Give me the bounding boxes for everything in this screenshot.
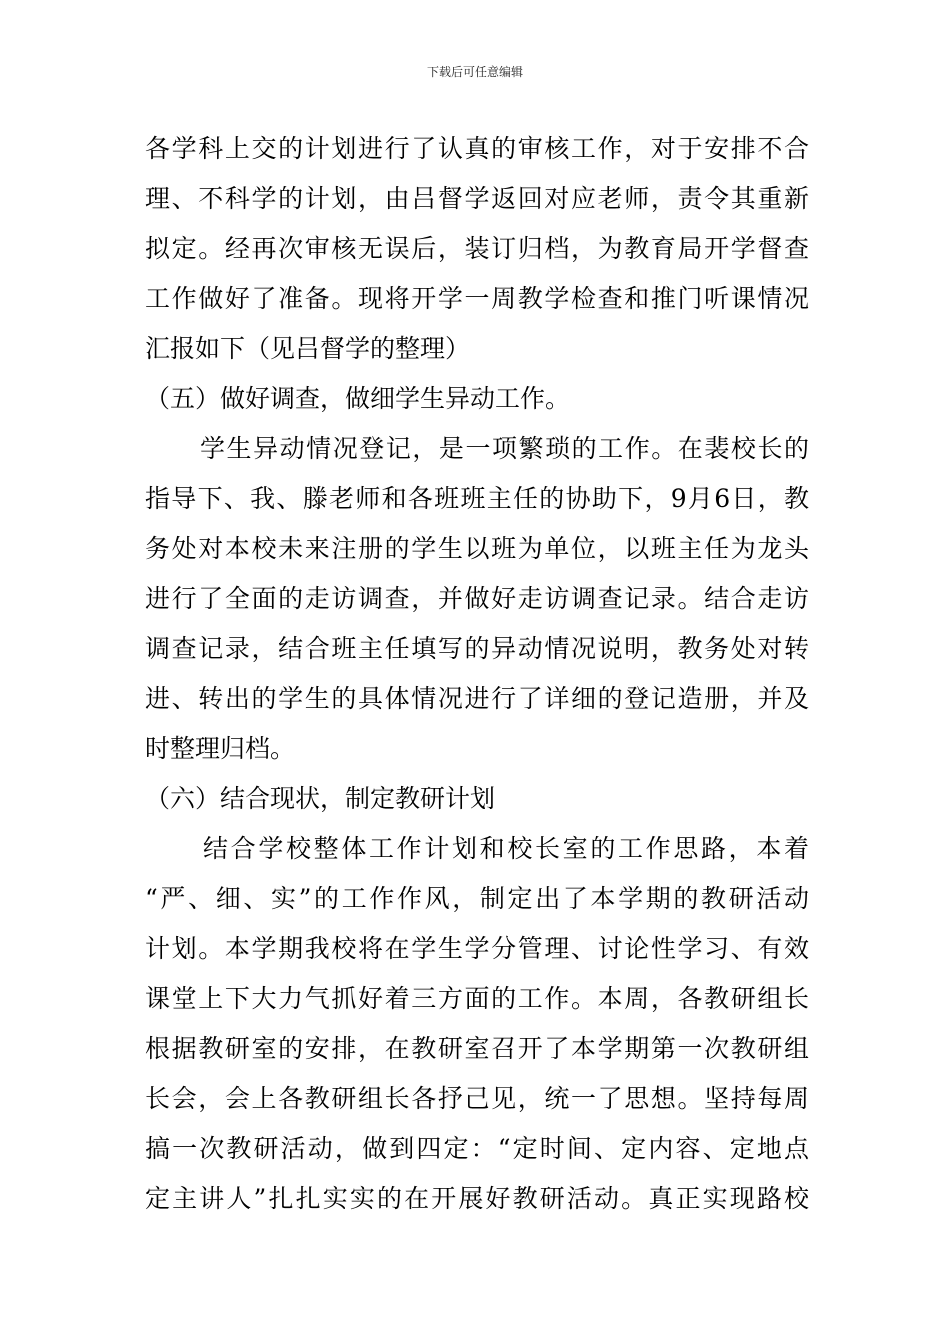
heading-text: （六）结合现状，制定教研计划 [145,784,496,813]
text-line: 进、转出的学生的具体情况进行了详细的登记造册，并及 [145,684,809,713]
text-line: 课堂上下大力气抓好着三方面的工作。本周，各教研组长 [145,984,809,1013]
text-line: 调查记录，结合班主任填写的异动情况说明，教务处对转 [145,634,809,663]
text-line: 计划。本学期我校将在学生学分管理、讨论性学习、有效 [145,934,809,963]
paragraph-research-plan [145,824,809,1224]
text-line: 理、不科学的计划，由吕督学返回对应老师，责令其重新 [145,184,809,213]
paragraph-student-changes [145,424,809,774]
text-line: 根据教研室的安排，在教研室召开了本学期第一次教研组 [145,1034,809,1063]
heading-text: （五）做好调查，做细学生异动工作。 [145,384,571,413]
text-line: “严、细、实”的工作作风，制定出了本学期的教研活动 [145,884,809,913]
text-line: 务处对本校未来注册的学生以班为单位，以班主任为龙头 [145,534,809,563]
text-line: 搞一次教研活动，做到四定：“定时间、定内容、定地点 [145,1134,809,1163]
paragraph-audit-plans [145,124,809,374]
text-line: 汇报如下（见吕督学的整理） [145,334,471,363]
text-line: 定主讲人”扎扎实实的在开展好教研活动。真正实现路校 [145,1184,809,1213]
text-line: 长会，会上各教研组长各抒己见，统一了思想。坚持每周 [145,1084,809,1113]
text-line: 结合学校整体工作计划和校长室的工作思路，本着 [203,834,809,863]
document-body [145,124,809,1224]
section-heading-5 [145,374,809,424]
text-line: 各学科上交的计划进行了认真的审核工作，对于安排不合 [145,134,809,163]
text-line: 指导下、我、滕老师和各班班主任的协助下，9月6日，教 [145,484,809,513]
text-line: 拟定。经再次审核无误后，装订归档，为教育局开学督查 [145,234,809,263]
text-line: 工作做好了准备。现将开学一周教学检查和推门听课情况 [145,284,809,313]
text-line: 进行了全面的走访调查，并做好走访调查记录。结合走访 [145,584,809,613]
page-header: 下载后可任意编辑 [426,65,523,79]
section-heading-6 [145,774,809,824]
text-line: 学生异动情况登记，是一项繁琐的工作。在裴校长的 [200,434,809,463]
text-line: 时整理归档。 [145,734,296,763]
